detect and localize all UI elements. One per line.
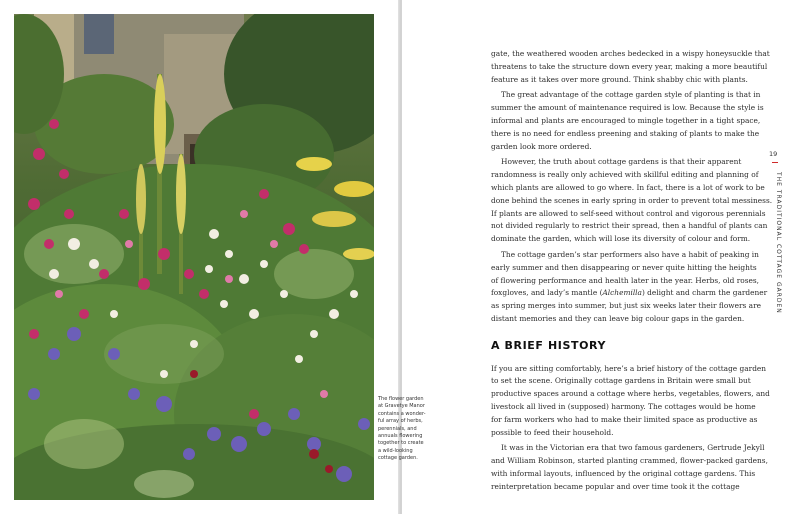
text-line: gate, the weathered wooden arches bedecked in a wispy honeysuckle that [491,49,770,58]
paragraph [491,442,768,493]
caption-line: at Gravetye Manor [378,403,425,410]
caption-line: annuals flowering [378,433,423,440]
paragraph [491,249,768,326]
paragraph [491,48,770,86]
text-line: as spring merges into summer, but just six weeks later their flowers are [491,301,761,311]
text-line: randomness is really only achieved with skillful editing and planning of [491,170,759,180]
photo-caption [378,396,424,463]
page-number: 19 [769,150,778,158]
text-line: and William Robinson, started planting crammed, flower-packed gardens, [491,456,768,466]
text-line: of flowering performance and health later in the year. Herbs, old roses, [491,275,760,285]
text-line: garden look more ordered. [491,141,592,151]
text-line: The great advantage of the cottage garden style of planting is that in [501,90,761,100]
caption-line: The flower garden [378,396,424,402]
text-line: to set the scene. Originally cottage gardens in Britain were small but [491,376,751,386]
running-head-title: THE TRADITIONAL COTTAGE GARDEN [775,172,782,314]
text-fragment: ) delight and charm the gardener [641,288,768,298]
text-line: early summer and then disappearing or never quite hitting the heights [491,262,757,272]
caption-line: ful array of herbs, [378,418,423,425]
text-line: for farm workers who had to make their limited space as productive as [491,414,758,424]
paragraph [491,363,770,440]
text-line: threatens to take the structure down every year, making a more beautiful [491,61,768,71]
text-line: However, the truth about cottage gardens is that their apparent [501,157,742,167]
caption-line: together to create [378,440,424,447]
body-text [491,48,773,494]
text-line: If you are sitting comfortably, here’s a brief history of the cottage garden [491,363,767,373]
caption-line: cottage garden. [378,455,418,462]
folio-rule [772,162,778,163]
paragraph [491,89,764,153]
text-line: informal and plants are encouraged to mingle together in a tight space, [491,115,761,125]
text-line: If plants are allowed to self-seed without control and vigorous perennials [491,208,766,218]
text-line [491,287,768,300]
text-line: which plants are allowed to go where. In fact, there is a lot of work to be [491,182,765,192]
text-line: possible to feed their household. [491,427,614,437]
text-line: not divided regularly to restrict their spread, then a handful of plants can [491,221,768,231]
garden-photo [14,14,374,500]
text-line: feature as it takes over more ground. Think shabby chic with plants. [491,74,748,84]
section-heading: A BRIEF HISTORY [491,338,607,352]
text-line: with informal layouts, influenced by the original cottage gardens. This [491,468,756,478]
text-line: distant memories and they can leave big colour gaps in the garden. [491,313,745,323]
italic-term: Alchemilla [602,288,642,298]
paragraph [491,156,773,246]
text-line: reinterpretation became popular and over time took it the cottage [491,481,740,491]
text-line: It was in the Victorian era that two famous gardeners, Gertrude Jekyll [501,443,765,453]
garden-photo-illustration [14,14,374,500]
text-line: dominate the garden, which will lose its diversity of colour and form. [491,234,751,244]
text-fragment: foxgloves, and lady’s mantle ( [491,288,603,298]
text-line: livestock all lived in (supposed) harmony. The cottages would be home [491,401,756,411]
text-line: The cottage garden’s star performers also have a habit of peaking in [501,249,759,259]
text-line: summer the amount of maintenance required is low. Because the style is [491,103,764,113]
caption-line: a wild-looking [378,447,413,454]
caption-line: perennials, and [378,425,417,432]
text-line: productive spaces around a cottage where herbs, vegetables, flowers, and [491,389,770,399]
text-line: there is no need for endless preening and staking of plants to make the [491,128,760,138]
text-line: done behind the scenes in early spring in order to prevent total messiness. [491,195,773,205]
caption-line: contains a wonder- [378,410,426,417]
